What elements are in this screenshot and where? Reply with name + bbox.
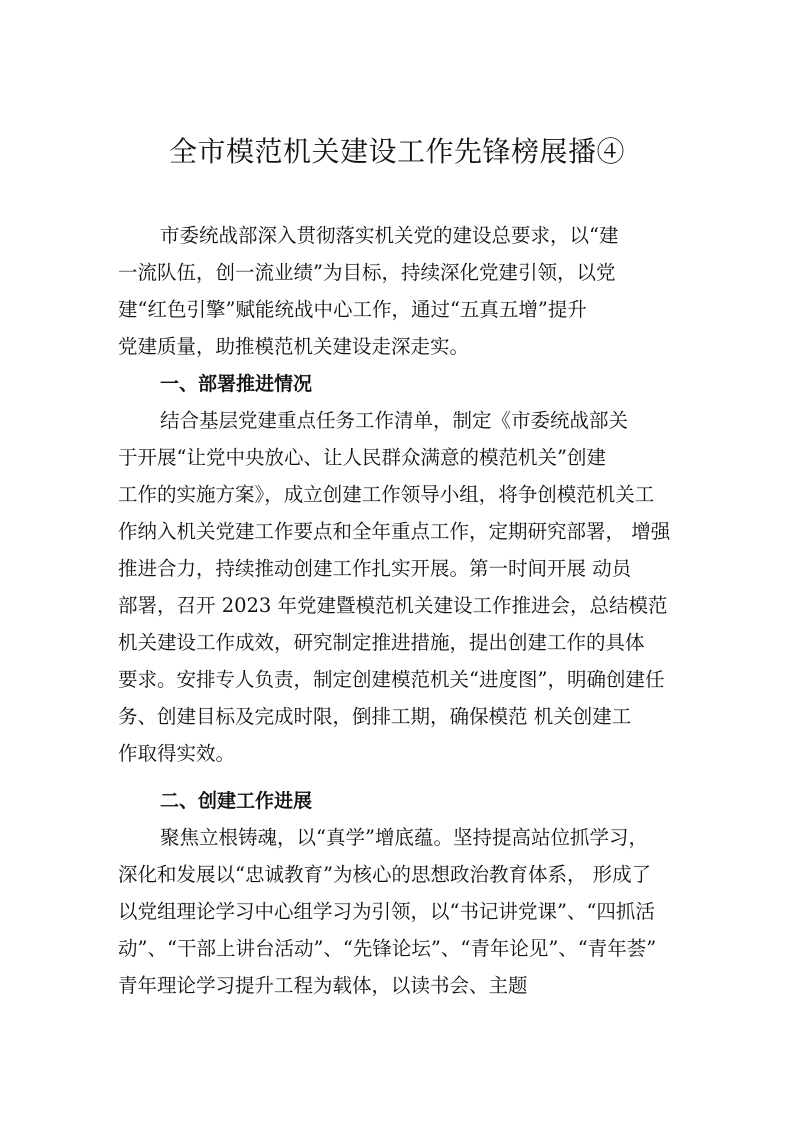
paragraph-line: 聚焦立根铸魂，以“真学”增底蕴。坚持提高站位抓学习， xyxy=(160,826,648,849)
paragraph-line: 作取得实效。 xyxy=(118,742,236,765)
paragraph-line: 建“红色引擎”赋能统战中心工作，通过“五真五增”提升 xyxy=(118,298,587,321)
paragraph-line: 以党组理论学习中心组学习为引领，以“书记讲党课”、“四抓活 xyxy=(118,900,655,923)
paragraph-line: 结合基层党建重点任务工作清单，制定《市委统战部关 xyxy=(160,409,629,432)
paragraph-line: 市委统战部深入贯彻落实机关党的建设总要求，以“建 xyxy=(160,224,619,247)
paragraph-line: 动”、“干部上讲台活动”、“先锋论坛”、“青年论见”、“青年荟” xyxy=(118,937,657,960)
paragraph-line: 深化和发展以“忠诚教育”为核心的思想政治教育体系， 形成了 xyxy=(118,863,652,886)
paragraph-line: 作纳入机关党建工作要点和全年重点工作，定期研究部署， 增强 xyxy=(118,520,671,543)
paragraph-line: 一流队伍，创一流业绩”为目标，持续深化党建引领，以党 xyxy=(118,261,616,284)
section-heading-progress: 二、创建工作进展 xyxy=(160,790,313,812)
section-heading-deployment: 一、部署推进情况 xyxy=(160,373,313,395)
page-title: 全市模范机关建设工作先锋榜展播④ xyxy=(168,135,625,168)
paragraph-line: 青年理论学习提升工程为载体，以读书会、主题 xyxy=(118,974,528,997)
paragraph-line: 要求。安排专人负责，制定创建模范机关“进度图”，明确创建任 xyxy=(118,668,665,691)
paragraph-line: 于开展“让党中央放心、让人民群众满意的模范机关”创建 xyxy=(118,446,606,469)
paragraph-line: 推进合力，持续推动创建工作扎实开展。第一时间开展 动员 xyxy=(118,557,632,580)
paragraph-line: 机关建设工作成效，研究制定推进措施，提出创建工作的具体 xyxy=(118,631,645,654)
paragraph-line: 党建质量，助推模范机关建设走深走实。 xyxy=(118,335,470,358)
paragraph-line: 工作的实施方案》，成立创建工作领导小组，将争创模范机关工 xyxy=(118,483,655,506)
paragraph-line: 部署，召开 2023 年党建暨模范机关建设工作推进会，总结模范 xyxy=(118,594,668,617)
paragraph-line: 务、创建目标及完成时限，倒排工期，确保模范 机关创建工 xyxy=(118,705,632,728)
